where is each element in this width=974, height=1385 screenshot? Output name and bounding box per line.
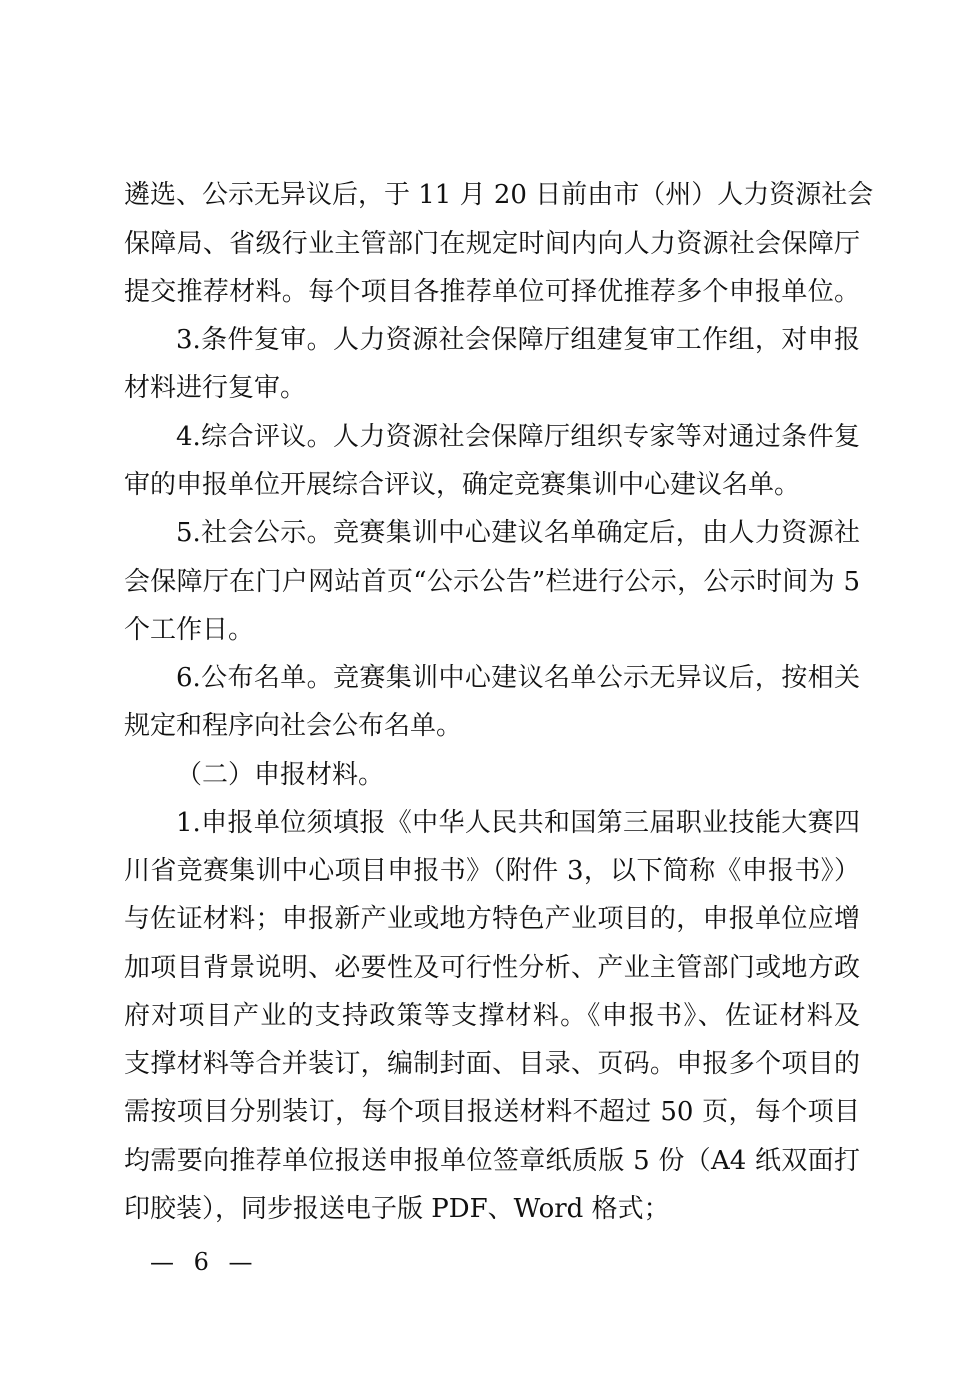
body-text-line: 1.申报单位须填报《中华人民共和国第三届职业技能大赛四 (176, 808, 860, 838)
body-text-line: 均需要向推荐单位报送申报单位签章纸质版 5 份（A4 纸双面打 (124, 1146, 860, 1176)
body-text-line: 会保障厅在门户网站首页“公示公告”栏进行公示，公示时间为 5 (124, 567, 860, 597)
body-text-line: 审的申报单位开展综合评议，确定竞赛集训中心建议名单。 (124, 470, 801, 500)
body-text-line: 4.综合评议。人力资源社会保障厅组织专家等对通过条件复 (176, 422, 860, 452)
body-text-line: 府对项目产业的支持政策等支撑材料。《申报书》、佐证材料及 (124, 1001, 860, 1031)
body-text-line: 个工作日。 (124, 615, 255, 645)
body-text-line: 支撑材料等合并装订，编制封面、目录、页码。申报多个项目的 (124, 1049, 860, 1079)
body-text-line: 规定和程序向社会公布名单。 (124, 711, 463, 741)
body-text-line: 需按项目分别装订，每个项目报送材料不超过 50 页，每个项目 (124, 1097, 860, 1127)
body-text-line: 印胶装），同步报送电子版 PDF、Word 格式； (124, 1194, 670, 1224)
page-number: — 6 — (150, 1248, 259, 1276)
body-text-line: 川省竞赛集训中心项目申报书》（附件 3，以下简称《申报书》） (124, 856, 860, 886)
body-text-line: 材料进行复审。 (124, 373, 307, 403)
body-text-line: 遴选、公示无异议后，于 11 月 20 日前由市（州）人力资源社会 (124, 180, 874, 210)
body-text-line: 6.公布名单。竞赛集训中心建议名单公示无异议后，按相关 (176, 663, 860, 693)
body-text-line: 5.社会公示。竞赛集训中心建议名单确定后，由人力资源社 (176, 518, 860, 548)
body-text-line: 3.条件复审。人力资源社会保障厅组建复审工作组，对申报 (176, 325, 860, 355)
section-heading: （二）申报材料。 (176, 760, 385, 790)
body-text-line: 保障局、省级行业主管部门在规定时间内向人力资源社会保障厅 (124, 229, 860, 259)
body-text-line: 提交推荐材料。每个项目各推荐单位可择优推荐多个申报单位。 (124, 277, 860, 307)
body-text-line: 加项目背景说明、必要性及可行性分析、产业主管部门或地方政 (124, 953, 860, 983)
body-text-line: 与佐证材料；申报新产业或地方特色产业项目的，申报单位应增 (124, 904, 860, 934)
